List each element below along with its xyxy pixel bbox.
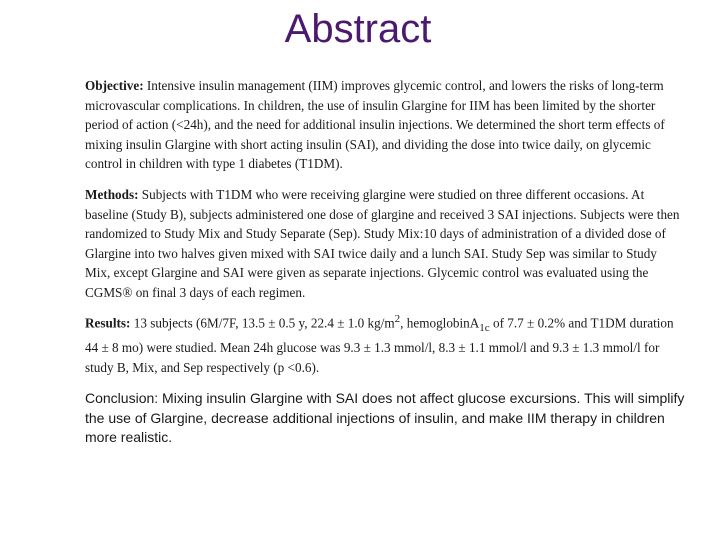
methods-label: Methods: xyxy=(85,186,139,202)
results-text-b: , hemoglobinA xyxy=(400,314,480,330)
conclusion-text: Mixing insulin Glargine with SAI does not affect glucose excursions. This will simplify the use of Glargine, decrease additional injections of insulin, and make IIM therapy in children more realistic. xyxy=(85,390,685,446)
objective-paragraph xyxy=(85,76,685,174)
abstract-body xyxy=(85,76,685,459)
results-text-c: of 7.7 ± 0.2% and T1DM duration 44 ± 8 mo) were studied. Mean 24h glucose was 9.3 ± 1.3 mmol/l, 8.3 ± 1.1 mmol/l and 9.3 ± 1.3 mmol/l for study B, Mix, and Sep respectively (p <0.6). xyxy=(85,314,674,375)
methods-text: Subjects with T1DM who were receiving glargine were studied on three different occasions. At baseline (Study B), subjects administered one dose of glargine and received 3 SAI injections. Subjects were then randomized to Study Mix and Study Separate (Sep). Study Mix:10 days of administration of a divided dose of Glargine into two halves given mixed with SAI twice daily and a lunch SAI. Study Sep was similar to Study Mix, except Glargine and SAI were given as separate injections. Glycemic control was evaluated using the CGMS® on final 3 days of each regimen. xyxy=(85,186,680,300)
page-title: Abstract xyxy=(284,7,432,51)
results-subscript: 1c xyxy=(479,321,490,334)
methods-paragraph xyxy=(85,185,685,303)
objective-text: Intensive insulin management (IIM) improves glycemic control, and lowers the risks of long-term microvascular complications. In children, the use of insulin Glargine for IIM has been limited by the shorter period of action (<24h), and the need for additional insulin injections. We determined the short term effects of mixing insulin Glargine with short acting insulin (SAI), and dividing the dose into twice daily, on glycemic control in children with type 1 diabetes (T1DM). xyxy=(85,78,665,172)
objective-label: Objective: xyxy=(85,78,144,93)
results-superscript: 2 xyxy=(394,312,401,325)
results-paragraph xyxy=(85,310,685,378)
conclusion-paragraph xyxy=(85,389,685,448)
results-label: Results: xyxy=(85,314,131,330)
results-text-a: 13 subjects (6M/7F, 13.5 ± 0.5 y, 22.4 ± 1.0 kg/m xyxy=(130,314,395,330)
conclusion-label: Conclusion: xyxy=(85,390,159,407)
